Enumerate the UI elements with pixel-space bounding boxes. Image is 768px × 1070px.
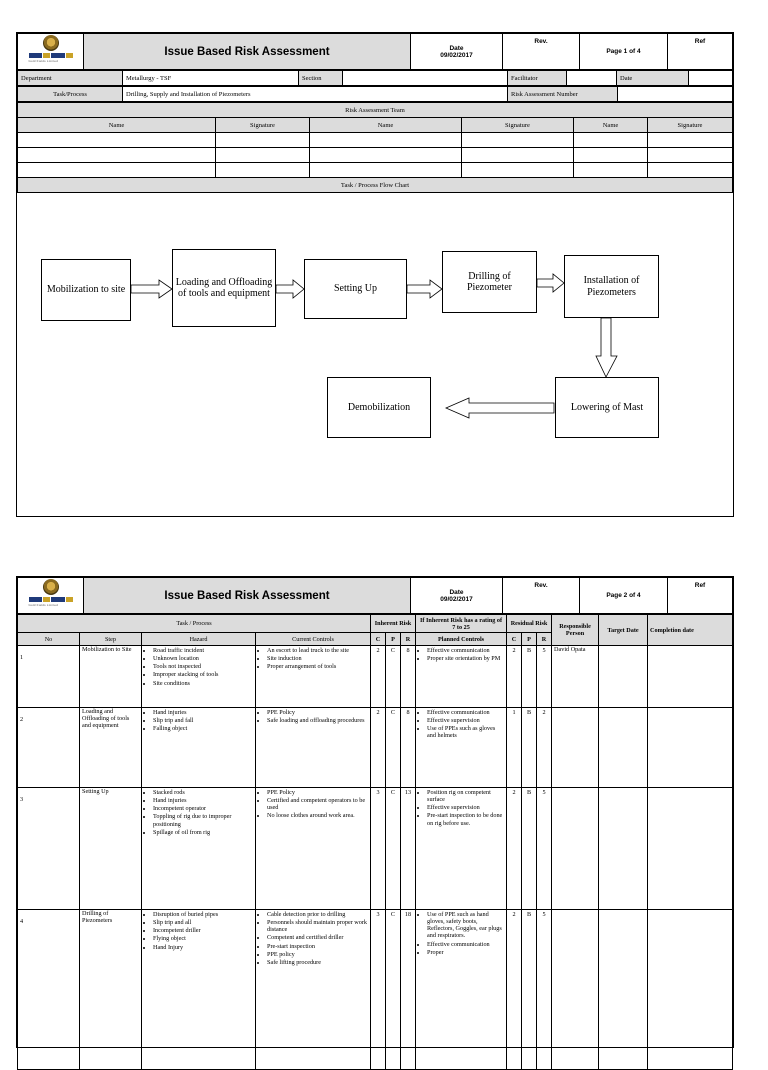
team-signature-header: Signature — [216, 118, 310, 133]
list-item: • Position rig on competent surface — [427, 789, 504, 803]
completion-date-value — [648, 708, 733, 788]
inherent-r-value: 13 — [401, 788, 416, 910]
department-label: Department — [18, 71, 123, 86]
flow-step-demobilization: Demobilization — [327, 377, 431, 438]
row-current-controls — [256, 910, 371, 1070]
col-current-controls: Current Controls — [256, 633, 371, 646]
list-item: • Tools not inspected — [153, 663, 253, 670]
document-header — [17, 33, 733, 70]
list-item: • Effective communication — [427, 709, 504, 716]
row-planned-controls — [416, 910, 507, 1070]
list-item: • Proper — [427, 949, 504, 956]
revision-cell: Rev. — [503, 34, 580, 70]
inherent-p-value: C — [386, 910, 401, 1070]
col-hazard: Hazard — [142, 633, 256, 646]
team-signature-header: Signature — [648, 118, 733, 133]
residual-c-value: 2 — [507, 646, 522, 708]
flow-step-lowering-mast: Lowering of Mast — [555, 377, 659, 438]
logo-tagline: Gold Fields Limited — [28, 59, 58, 63]
gold-fields-logo — [27, 578, 75, 608]
list-item: • Spillage of oil from rig — [153, 829, 253, 836]
flow-chart — [17, 193, 733, 525]
page-number: Page 2 of 4 — [580, 578, 668, 614]
document-header — [17, 577, 733, 614]
residual-p-value: B — [522, 646, 537, 708]
team-name-header: Name — [310, 118, 462, 133]
team-heading: Risk Assessment Team — [18, 103, 733, 118]
list-item: • PPE Policy — [267, 789, 368, 796]
target-date-value — [599, 708, 648, 788]
right-arrow-icon — [407, 279, 443, 299]
reference-cell: Ref — [668, 578, 733, 614]
list-item: • Improper stacking of tools — [153, 671, 253, 678]
page-number: Page 1 of 4 — [580, 34, 668, 70]
logo-band-segment — [29, 53, 43, 58]
logo-band-segment — [66, 53, 73, 58]
assessment-row — [18, 708, 733, 788]
team-row — [18, 148, 733, 163]
info-date-value — [689, 71, 733, 86]
inherent-p-value: C — [386, 788, 401, 910]
inherent-r-value: 8 — [401, 708, 416, 788]
crest-icon — [43, 579, 59, 595]
list-item: • Personnels should maintain proper work distance — [267, 919, 368, 933]
row-planned-controls — [416, 646, 507, 708]
row-hazards — [142, 788, 256, 910]
list-item: • Stacked rods — [153, 789, 253, 796]
list-item: • Incompetent operator — [153, 805, 253, 812]
date-cell — [411, 34, 503, 70]
col-no: No — [18, 633, 80, 646]
document-title: Issue Based Risk Assessment — [84, 34, 411, 70]
list-item: • Use of PPE such as hand gloves, safety boots, Reflectors, Goggles, ear plugs and respirators. — [427, 911, 504, 940]
logo-band-segment — [51, 597, 65, 602]
list-item: • Certified and competent operators to be used — [267, 797, 368, 811]
list-item: • Site induction — [267, 655, 368, 662]
list-item: • Hand Injury — [153, 944, 253, 951]
col-residual-p: P — [522, 633, 537, 646]
list-item: • Unknown location — [153, 655, 253, 662]
row-number: 4 — [18, 910, 80, 1070]
risk-assessment-table — [17, 614, 733, 1070]
list-item: • Flying object — [153, 935, 253, 942]
target-date-heading: Target Date — [599, 615, 648, 646]
list-item: • Pre-start inspection — [267, 943, 368, 950]
inherent-r-value: 18 — [401, 910, 416, 1070]
info-date-label: Date — [617, 71, 689, 86]
inherent-c-value: 2 — [371, 708, 386, 788]
logo-band-segment — [51, 53, 65, 58]
team-name-header: Name — [574, 118, 648, 133]
responsible-person-value: David Opata — [552, 646, 599, 708]
task-info-table — [17, 70, 733, 86]
col-residual-r: R — [537, 633, 552, 646]
date-value: 09/02/2017 — [440, 51, 473, 59]
task-process-value: Drilling, Supply and Installation of Piezometers — [123, 87, 508, 102]
target-date-value — [599, 646, 648, 708]
logo-band-segment — [43, 53, 50, 58]
logo-band-segment — [29, 597, 43, 602]
right-arrow-icon — [537, 273, 565, 293]
task-process-table — [17, 86, 733, 102]
flow-step-setting-up: Setting Up — [304, 259, 407, 319]
department-value: Metallurgy - TSF — [123, 71, 299, 86]
residual-r-value: 2 — [537, 708, 552, 788]
inherent-c-value: 2 — [371, 646, 386, 708]
list-item: • Safe lifting procedure — [267, 959, 368, 966]
assessment-row — [18, 646, 733, 708]
residual-r-value: 5 — [537, 788, 552, 910]
list-item: • An escort to lead truck to the site — [267, 647, 368, 654]
flow-step-installation: Installation of Piezometers — [564, 255, 659, 318]
list-item: • Pre-start inspection to be done on rig before use. — [427, 812, 504, 826]
list-item: • No loose clothes around work area. — [267, 812, 368, 819]
assessment-row — [18, 910, 733, 1070]
document-title: Issue Based Risk Assessment — [84, 578, 411, 614]
team-signature-header: Signature — [462, 118, 574, 133]
row-step: Mobilization to Site — [80, 646, 142, 708]
residual-p-value: B — [522, 910, 537, 1070]
col-planned-controls: Planned Controls — [416, 633, 507, 646]
section-label: Section — [299, 71, 343, 86]
responsible-person-heading: Responsible Person — [552, 615, 599, 646]
risk-assessment-team-table — [17, 102, 733, 193]
row-current-controls — [256, 646, 371, 708]
residual-c-value: 2 — [507, 788, 522, 910]
inherent-c-value: 3 — [371, 788, 386, 910]
completion-date-value — [648, 646, 733, 708]
row-current-controls — [256, 708, 371, 788]
date-label: Date — [449, 44, 464, 52]
company-logo — [18, 34, 84, 70]
facilitator-value — [567, 71, 617, 86]
logo-band-segment — [43, 597, 50, 602]
flow-step-loading: Loading and Offloading of tools and equipment — [172, 249, 276, 327]
row-number: 1 — [18, 646, 80, 708]
row-step: Setting Up — [80, 788, 142, 910]
list-item: • Use of PPEs such as gloves and helmets — [427, 725, 504, 739]
row-step: Drilling of Piezometers — [80, 910, 142, 1070]
list-item: • Hand injuries — [153, 709, 253, 716]
residual-r-value: 5 — [537, 910, 552, 1070]
list-item: • Proper arrangement of tools — [267, 663, 368, 670]
row-hazards — [142, 708, 256, 788]
row-planned-controls — [416, 708, 507, 788]
completion-date-value — [648, 910, 733, 1070]
down-arrow-icon — [595, 318, 619, 378]
row-current-controls — [256, 788, 371, 910]
residual-r-value: 5 — [537, 646, 552, 708]
row-number: 3 — [18, 788, 80, 910]
list-item: • Toppling of rig due to improper positioning — [153, 813, 253, 827]
date-cell — [411, 578, 503, 614]
list-item: • Falling object — [153, 725, 253, 732]
list-item: • Disruption of buried pipes — [153, 911, 253, 918]
list-item: • Effective communication — [427, 647, 504, 654]
list-item: • Proper site orientation by PM — [427, 655, 504, 662]
right-arrow-icon — [131, 279, 173, 299]
inherent-p-value: C — [386, 646, 401, 708]
assessment-row — [18, 788, 733, 910]
inherent-p-value: C — [386, 708, 401, 788]
row-planned-controls — [416, 788, 507, 910]
risk-assessment-page-2 — [16, 576, 734, 1048]
left-arrow-icon — [445, 397, 555, 419]
row-hazards — [142, 910, 256, 1070]
team-name-header: Name — [18, 118, 216, 133]
completion-date-heading: Completion date — [648, 615, 733, 646]
inherent-risk-heading: Inherent Risk — [371, 615, 416, 633]
list-item: • Effective supervision — [427, 804, 504, 811]
flow-step-mobilization: Mobilization to site — [41, 259, 131, 321]
team-row — [18, 163, 733, 178]
team-row — [18, 133, 733, 148]
residual-risk-heading: Residual Risk — [507, 615, 552, 633]
target-date-value — [599, 788, 648, 910]
responsible-person-value — [552, 788, 599, 910]
if-inherent-risk-heading: If Inherent Risk has a rating of 7 to 25 — [416, 615, 507, 633]
logo-tagline: Gold Fields Limited — [28, 603, 58, 607]
risk-assessment-page-1 — [16, 32, 734, 517]
list-item: • Competent and certified driller — [267, 934, 368, 941]
inherent-r-value: 8 — [401, 646, 416, 708]
list-item: • Effective communication — [427, 941, 504, 948]
date-value: 09/02/2017 — [440, 595, 473, 603]
col-inherent-r: R — [401, 633, 416, 646]
target-date-value — [599, 910, 648, 1070]
task-process-heading: Task / Process — [18, 615, 371, 633]
residual-p-value: B — [522, 788, 537, 910]
revision-cell: Rev. — [503, 578, 580, 614]
date-label: Date — [449, 588, 464, 596]
col-inherent-c: C — [371, 633, 386, 646]
reference-cell: Ref — [668, 34, 733, 70]
col-step: Step — [80, 633, 142, 646]
completion-date-value — [648, 788, 733, 910]
facilitator-label: Facilitator — [508, 71, 567, 86]
logo-band-segment — [66, 597, 73, 602]
flow-step-drilling: Drilling of Piezometer — [442, 251, 537, 313]
list-item: • Road traffic incident — [153, 647, 253, 654]
crest-icon — [43, 35, 59, 51]
residual-c-value: 1 — [507, 708, 522, 788]
ra-number-value — [618, 87, 733, 102]
row-step: Loading and Offloading of tools and equipment — [80, 708, 142, 788]
responsible-person-value — [552, 910, 599, 1070]
list-item: • Effective supervision — [427, 717, 504, 724]
list-item: • Site conditions — [153, 680, 253, 687]
list-item: • Slip trip and fall — [153, 717, 253, 724]
ra-number-label: Risk Assessment Number — [508, 87, 618, 102]
list-item: • Cable detection prior to drilling — [267, 911, 368, 918]
list-item: • Slip trip and all — [153, 919, 253, 926]
right-arrow-icon — [276, 279, 305, 299]
flow-chart-heading: Task / Process Flow Chart — [18, 178, 733, 193]
col-inherent-p: P — [386, 633, 401, 646]
list-item: • PPE policy — [267, 951, 368, 958]
residual-p-value: B — [522, 708, 537, 788]
list-item: • Safe loading and offloading procedures — [267, 717, 368, 724]
inherent-c-value: 3 — [371, 910, 386, 1070]
list-item: • Hand injuries — [153, 797, 253, 804]
residual-c-value: 2 — [507, 910, 522, 1070]
gold-fields-logo — [27, 34, 75, 64]
list-item: • Incompetent driller — [153, 927, 253, 934]
col-residual-c: C — [507, 633, 522, 646]
company-logo — [18, 578, 84, 614]
task-process-label: Task/Process — [18, 87, 123, 102]
row-number: 2 — [18, 708, 80, 788]
section-value — [343, 71, 508, 86]
list-item: • PPE Policy — [267, 709, 368, 716]
responsible-person-value — [552, 708, 599, 788]
row-hazards — [142, 646, 256, 708]
